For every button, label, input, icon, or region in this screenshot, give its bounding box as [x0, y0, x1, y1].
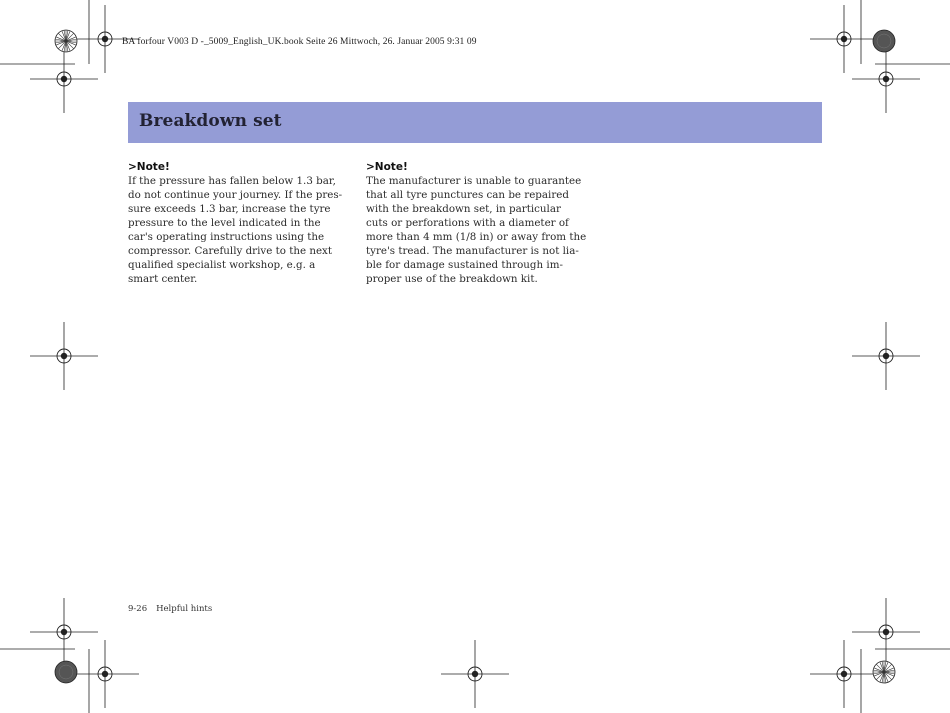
- note-line: that all tyre punctures can be repaired: [366, 189, 569, 201]
- note-line: with the breakdown set, in particular: [366, 203, 561, 215]
- gray-target-icon: [55, 661, 77, 683]
- note-line: ble for damage sustained through im-: [366, 259, 563, 271]
- note-line: car's operating instructions using the: [128, 231, 325, 243]
- page-title: Breakdown set: [139, 111, 282, 131]
- note-line: proper use of the breakdown kit.: [366, 273, 538, 285]
- registration-mark-icon: [30, 322, 98, 390]
- note-line: do not continue your journey. If the pres-: [128, 189, 343, 201]
- section-name: Helpful hints: [156, 604, 213, 614]
- gray-target-icon: [873, 30, 895, 52]
- left-note: [128, 160, 353, 286]
- note-line: cuts or perforations with a diameter of: [366, 217, 569, 229]
- note-line: more than 4 mm (1/8 in) or away from the: [366, 231, 587, 243]
- registration-mark-icon: [30, 598, 98, 666]
- note-line: The manufacturer is unable to guarantee: [366, 175, 582, 187]
- registration-mark-icon: [852, 322, 920, 390]
- registration-mark-icon: [30, 45, 98, 113]
- print-header: BA forfour V003 D -_5009_English_UK.book Seite 26 Mittwoch, 26. Januar 2005 9:31 09: [122, 37, 477, 47]
- note-label: >Note!: [128, 161, 170, 173]
- star-target-icon: [55, 30, 77, 52]
- note-line: compressor. Carefully drive to the next: [128, 245, 333, 257]
- registration-mark-icon: [441, 640, 509, 708]
- page-number: 9-26: [128, 604, 148, 614]
- note-line: If the pressure has fallen below 1.3 bar,: [128, 175, 336, 187]
- registration-mark-icon: [852, 45, 920, 113]
- star-target-icon: [873, 661, 895, 683]
- note-line: sure exceeds 1.3 bar, increase the tyre: [128, 203, 331, 215]
- registration-mark-icon: [71, 640, 139, 708]
- registration-mark-icon: [810, 5, 878, 73]
- registration-mark-icon: [852, 598, 920, 666]
- title-band: [128, 102, 822, 143]
- note-label: >Note!: [366, 161, 408, 173]
- note-line: tyre's tread. The manufacturer is not lia-: [366, 245, 579, 257]
- note-line: smart center.: [128, 273, 198, 285]
- right-note: [366, 160, 591, 286]
- page-footer: [128, 604, 212, 614]
- note-line: pressure to the level indicated in the: [128, 217, 321, 229]
- note-line: qualified specialist workshop, e.g. a: [128, 259, 316, 271]
- registration-mark-icon: [810, 640, 878, 708]
